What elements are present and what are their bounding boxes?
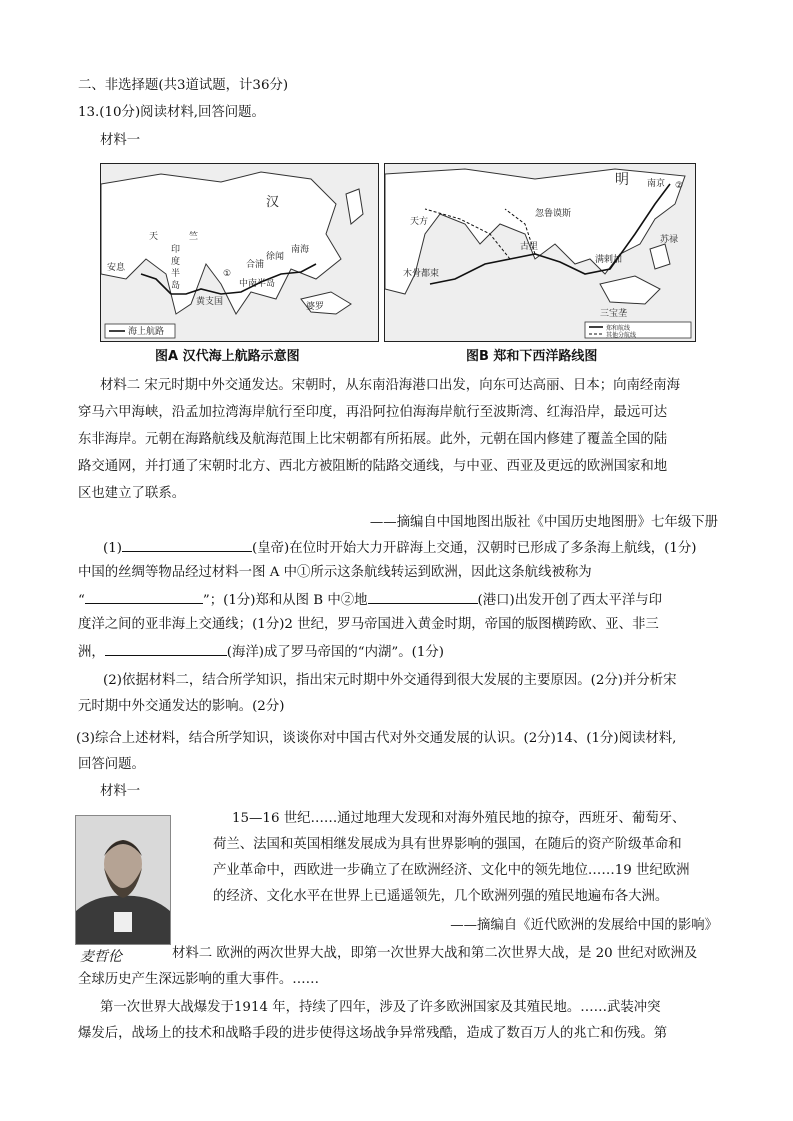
map-b-label: 天方 — [410, 217, 429, 227]
map-a-marker-1: ① — [223, 269, 232, 279]
magellan-portrait — [75, 815, 171, 945]
map-a-label-han: 汉 — [266, 195, 280, 210]
map-a-label: 安息 — [107, 263, 126, 273]
map-b-label-ming: 明 — [615, 172, 629, 188]
q14-material-1-line: 产业革命中，西欧进一步确立了在欧洲经济、文化中的领先地位……19 世纪欧洲 — [213, 863, 690, 878]
map-b-label: 忽鲁谟斯 — [535, 209, 572, 219]
sub-question-1-line2: 中国的丝绸等物品经过材料一图 A 中①所示这条航线转运到欧洲，因此这条航线被称为 — [78, 565, 592, 580]
sub1-text: 洲， — [78, 645, 105, 660]
map-a-han-sea-routes — [100, 163, 379, 342]
q14-material-1-line: 的经济、文化水平在世界上已遥遥领先，几个欧洲列强的殖民地遍布各大洲。 — [213, 889, 669, 904]
material-2-source: ——摘编自中国地图出版社《中国历史地图册》七年级下册 — [369, 515, 718, 530]
q14-material-2-line: 爆发后，战场上的技术和战略手段的进步使得这场战争异常残酷，造成了数百万人的兆亡和伤残。第 — [78, 1026, 668, 1041]
blank-sea[interactable] — [105, 641, 227, 656]
question-13-stem: 13.(10分)阅读材料,回答问题。 — [78, 105, 265, 120]
map-a-label: 竺 — [189, 232, 199, 242]
map-a-label: 黄支国 — [196, 297, 224, 307]
sub-question-3-line: (3)综合上述材料，结合所学知识，谈谈你对中国古代对外交通发展的认识。(2分)14、(1分)阅读材料, — [76, 731, 677, 746]
map-a-label: 半 — [171, 269, 181, 279]
blank-route-name[interactable] — [85, 589, 203, 604]
material-2-line: 东非海岸。元朝在海路航线及航海范围上比宋朝都有所拓展。此外，元朝在国内修建了覆盖全国的陆 — [78, 432, 668, 447]
material-2-line: 材料二 宋元时期中外交通发达。宋朝时，从东南沿海港口出发，向东可达高丽、日本；向南经南海 — [100, 378, 681, 393]
map-b-label: 苏禄 — [660, 235, 679, 245]
sub-question-2-line: (2)依据材料二，结合所学知识，指出宋元时期中外交通得到很大发展的主要原因。(2分)并分析宋 — [103, 673, 677, 688]
blank-emperor[interactable] — [122, 537, 252, 552]
map-a-label: 印 — [171, 245, 181, 255]
sub1-text: “ — [78, 593, 85, 608]
section-title: 二、非选择题(共3道试题，计36分) — [78, 78, 289, 93]
sub-question-1-line1 — [103, 537, 697, 559]
map-a-label: 徐闻 — [266, 252, 285, 262]
map-b-zheng-he-voyages — [384, 163, 696, 342]
map-b-label: 三宝垄 — [600, 309, 628, 319]
sub-question-2-line: 元时期中外交通发达的影响。(2分) — [78, 699, 285, 714]
q14-material-1-label: 材料一 — [100, 784, 141, 799]
material-2-line: 路交通网，并打通了宋朝时北方、西北方被阻断的陆路交通线，与中亚、西亚及更远的欧洲国家和地 — [78, 459, 668, 474]
map-b-drawing — [385, 164, 695, 341]
map-b-label: 南京 — [647, 179, 666, 189]
portrait-drawing — [76, 816, 170, 944]
map-b-caption: 图B 郑和下西洋路线图 — [466, 349, 598, 364]
map-b-label: 古里 — [520, 242, 539, 252]
material-1-label: 材料一 — [100, 133, 141, 148]
sub1-text: (皇帝)在位时开始大力开辟海上交通，汉朝时已形成了多条海上航线，(1分) — [251, 541, 697, 556]
map-a-label: 中南半岛 — [239, 279, 276, 289]
sub1-text: (港口)出发开创了西太平洋与印 — [477, 593, 663, 608]
map-b-label: 木骨都束 — [403, 269, 440, 279]
map-a-caption: 图A 汉代海上航路示意图 — [155, 349, 300, 364]
q14-material-2-line: 第一次世界大战爆发于1914 年，持续了四年，涉及了许多欧洲国家及其殖民地。……武装冲突 — [100, 1000, 661, 1015]
map-b-legend-main: 郑和航线 — [606, 325, 631, 332]
map-a-label: 岛 — [171, 281, 181, 291]
map-b-marker-2: ② — [675, 181, 684, 191]
map-a-label: 天 — [149, 232, 159, 242]
portrait-caption: 麦哲伦 — [80, 949, 122, 965]
sub1-text: ”；(1分)郑和从图 B 中②地 — [202, 593, 368, 608]
sub-question-1-line4: 度洋之间的亚非海上交通线；(1分)2 世纪，罗马帝国进入黄金时期，帝国的版图横跨欧、亚、非三 — [78, 617, 659, 632]
blank-port[interactable] — [368, 589, 478, 604]
map-a-label: 度 — [171, 257, 181, 267]
q14-material-1-source: ——摘编自《近代欧洲的发展给中国的影响》 — [450, 918, 718, 933]
map-b-legend-branch: 其他分航线 — [606, 332, 637, 339]
sub1-label: (1) — [103, 541, 122, 556]
q14-material-2-line: 材料二 欧洲的两次世界大战，即第一次世界大战和第二次世界大战，是 20 世纪对欧洲及 — [172, 946, 698, 961]
map-a-label: 南海 — [291, 245, 310, 255]
material-2-line: 区也建立了联系。 — [78, 486, 186, 501]
map-a-drawing — [101, 164, 378, 341]
q14-material-2-line: 全球历史产生深远影响的重大事件。…… — [78, 972, 320, 987]
material-2-line: 穿马六甲海峡，沿孟加拉湾海岸航行至印度，再沿阿拉伯海海岸航行至波斯湾、红海沿岸，最远可达 — [78, 405, 668, 420]
sub-question-3-line: 回答问题。 — [78, 757, 145, 772]
q14-material-1-line: 荷兰、法国和英国相继发展成为具有世界影响的强国，在随后的资产阶级革命和 — [213, 837, 682, 852]
sub-question-1-line3 — [78, 589, 662, 611]
map-a-label: 婆罗 — [306, 302, 325, 312]
map-a-label: 合浦 — [246, 260, 265, 270]
map-a-legend: 海上航路 — [128, 327, 165, 337]
q14-material-1-line: 15—16 世纪……通过地理大发现和对海外殖民地的掠夺，西班牙、葡萄牙、 — [232, 811, 686, 826]
sub1-text: (海洋)成了罗马帝国的“内湖”。(1分) — [226, 645, 444, 660]
map-b-label: 满剌加 — [595, 255, 623, 265]
sub-question-1-line5 — [78, 641, 444, 663]
